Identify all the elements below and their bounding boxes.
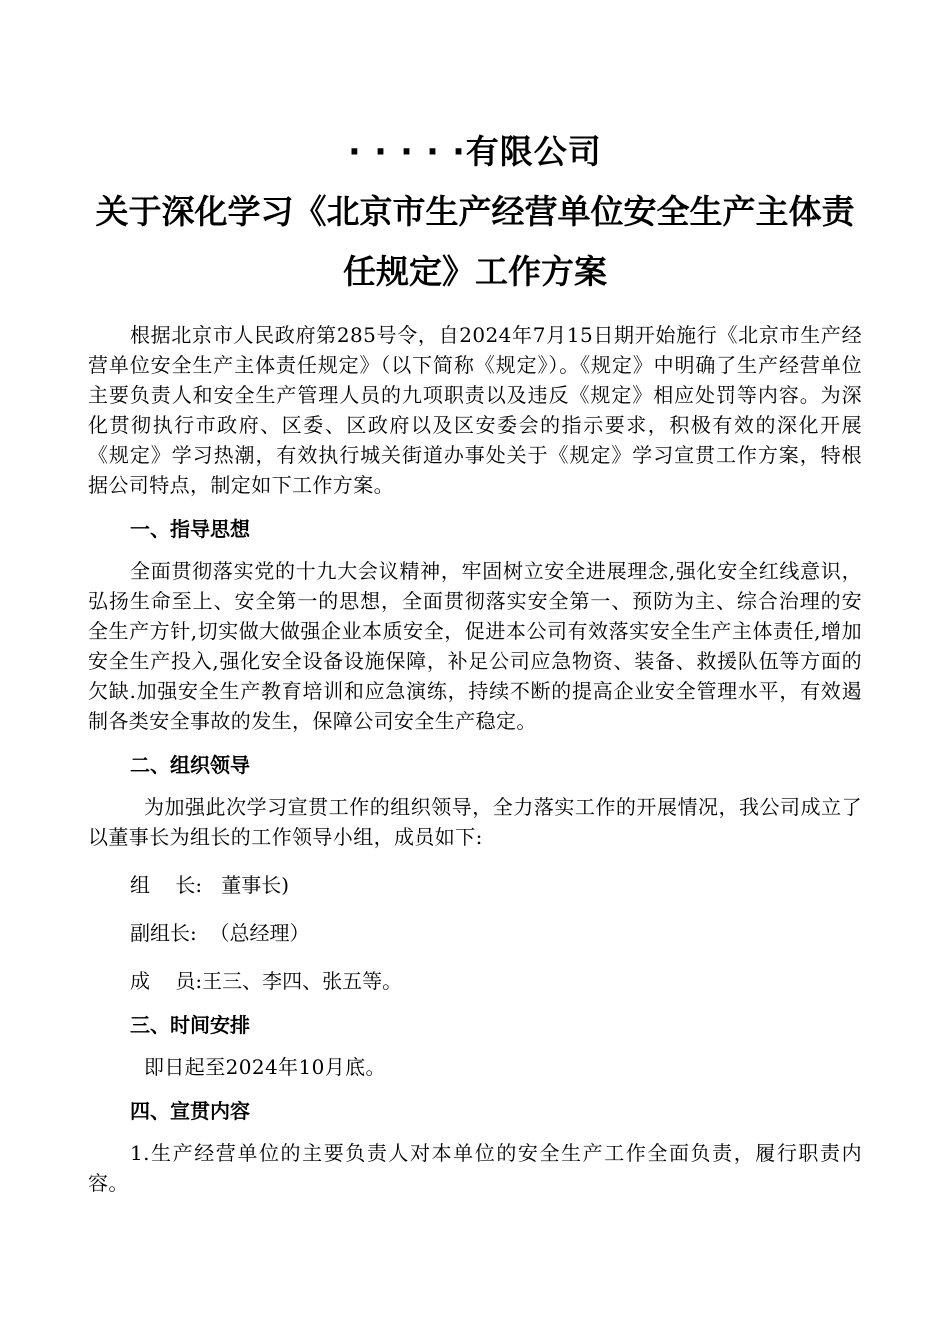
schedule-paragraph: 即日起至2024年10月底。 bbox=[144, 1055, 386, 1079]
deputy-leader-line: 副组长: （总经理） bbox=[130, 921, 310, 945]
company-name: · · · · ·有限公司 bbox=[348, 132, 602, 171]
document-title: 关于深化学习《北京市生产经营单位安全生产主体责任规定》工作方案 bbox=[95, 192, 855, 291]
intro-paragraph: 根据北京市人民政府第285号令，自2024年7月15日期开始施行《北京市生产经营单位安全生产主体责任规定》（以下简称《规定》）。《规定》中明确了生产经营单位主要负责人和安全生产管理人员的九项职责以及违反《规定》相应处罚等内容。为深化贯彻执行市政府、区委、区政府以及区安委会的指示要求，积极有效的深化开展《规定》学习热潮，有效执行城关街道办事处关于《规定》学习宣贯工作方案，特根据公司特点，制定如下工作方案。 bbox=[88, 323, 862, 497]
section-heading-guiding-thought: 一、指导思想 bbox=[130, 517, 250, 541]
content-item-1: 1.生产经营单位的主要负责人对本单位的安全生产工作全面负责，履行职责内容。 bbox=[88, 1141, 862, 1195]
members-line: 成 员:王三、李四、张五等。 bbox=[130, 969, 403, 993]
section-heading-organization: 二、组织领导 bbox=[130, 753, 250, 777]
organization-paragraph: 为加强此次学习宣贯工作的组织领导，全力落实工作的开展情况，我公司成立了以董事长为组长的工作领导小组，成员如下: bbox=[88, 795, 862, 849]
section-heading-content: 四、宣贯内容 bbox=[130, 1099, 250, 1123]
guiding-thought-paragraph: 全面贯彻落实党的十九大会议精神，牢固树立安全进展理念,强化安全红线意识，弘扬生命至上、安全第一的思想，全面贯彻落实安全第一、预防为主、综合治理的安全生产方针,切实做大做强企业本质安全，促进本公司有效落实安全生产主体责任,增加安全生产投入,强化安全设备设施保障，补足公司应急物资、装备、救援队伍等方面的欠缺.加强安全生产教育培训和应急演练，持续不断的提高企业安全管理水平，有效遏制各类安全事故的发生，保障公司安全生产稳定。 bbox=[88, 559, 862, 733]
section-heading-schedule: 三、时间安排 bbox=[130, 1013, 250, 1037]
leader-line: 组 长: 董事长) bbox=[130, 873, 290, 897]
